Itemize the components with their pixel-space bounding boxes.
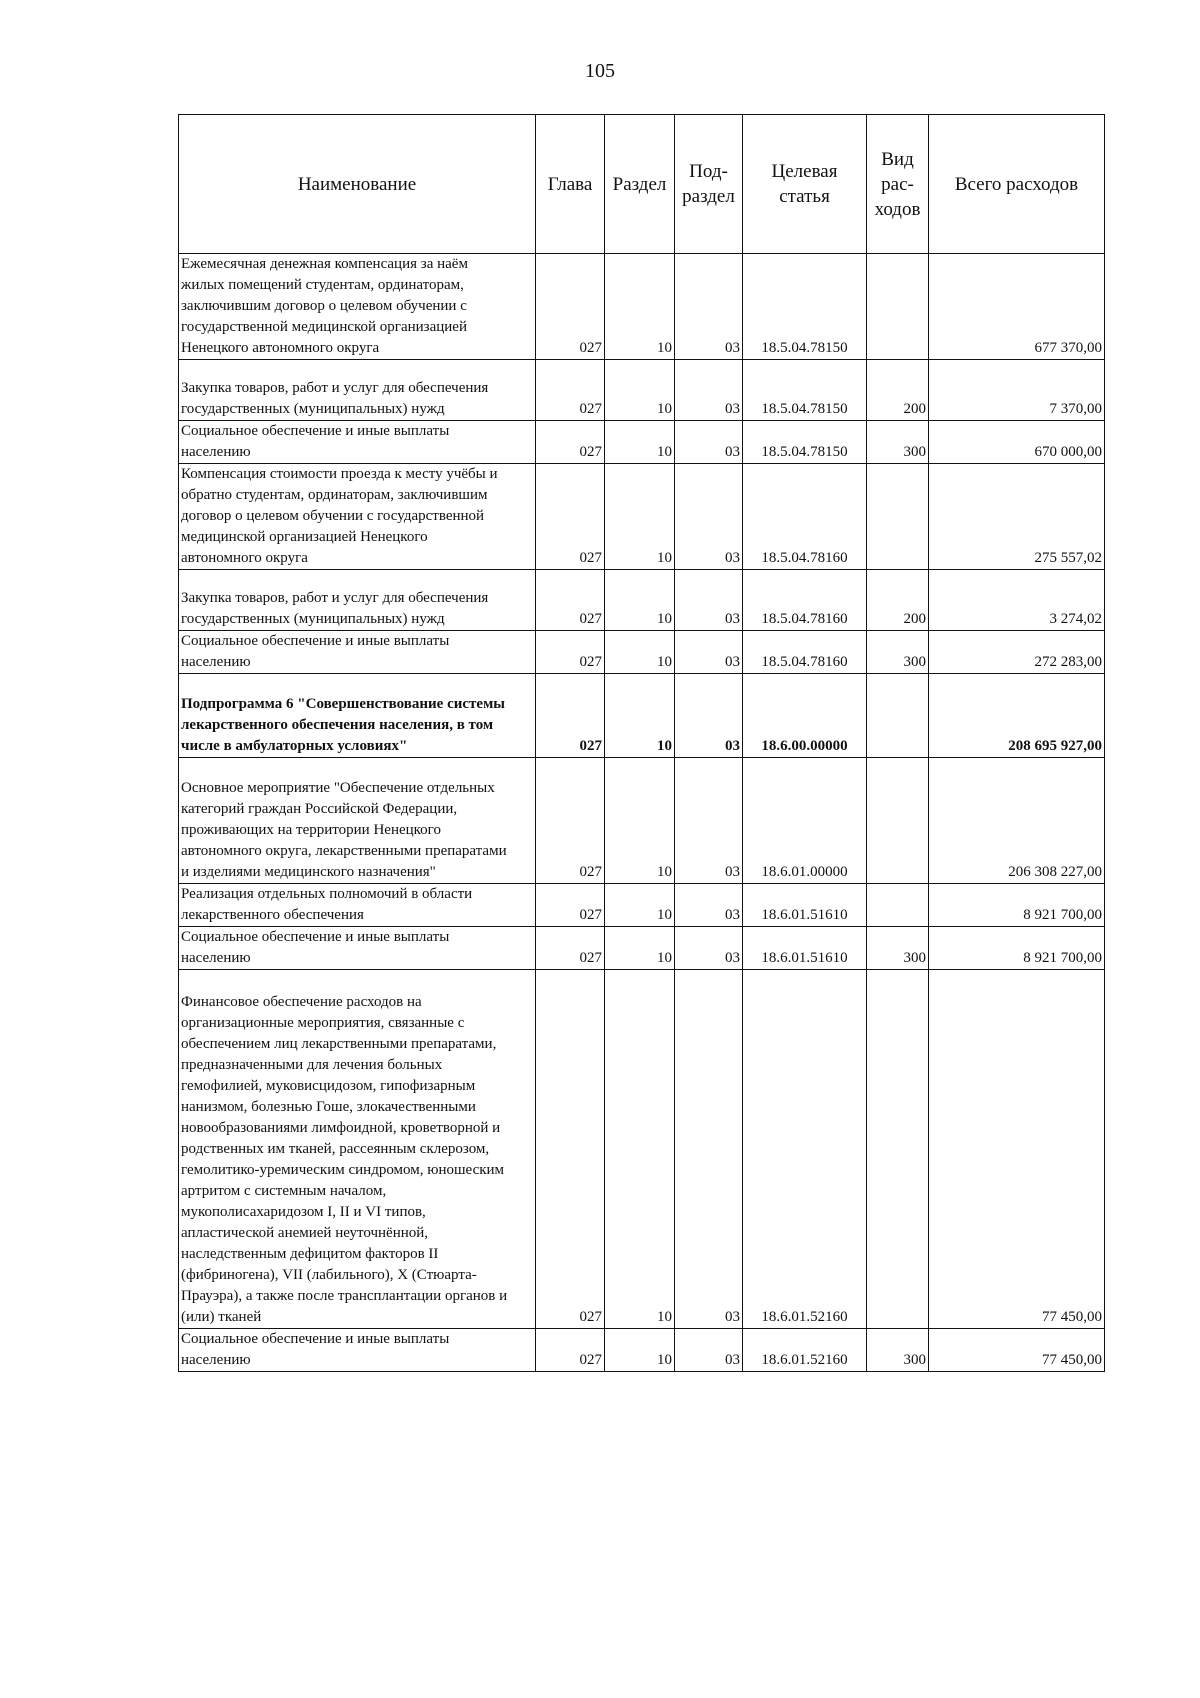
cell-name-line: Прауэра), а также после трансплантации органов и [181, 1288, 508, 1304]
cell-type: 300 [867, 927, 929, 970]
cell-name-line: и изделиями медицинского назначения" [181, 864, 436, 880]
cell-name-line: Ежемесячная денежная компенсация за наём [181, 256, 468, 272]
cell-name-line: апластической анемией неуточнённой, [181, 1225, 429, 1241]
table-row [179, 464, 1105, 570]
cell-chapter: 027 [536, 1329, 605, 1372]
cell-name-line: Компенсация стоимости проезда к месту учёбы и [181, 466, 498, 482]
cell-type: 300 [867, 421, 929, 464]
cell-name-line: Социальное обеспечение и иные выплаты [181, 423, 450, 439]
header-total: Всего расходов [929, 115, 1105, 254]
cell-target: 18.5.04.78150 [743, 421, 867, 464]
cell-name-line: проживающих на территории Ненецкого [181, 822, 441, 838]
budget-table [178, 114, 1105, 1372]
cell-name-line: заключившим договор о целевом обучении с [181, 298, 467, 314]
header-name: Наименование [179, 115, 536, 254]
cell-name-line: категорий граждан Российской Федерации, [181, 801, 458, 817]
cell-name-line: предназначенными для лечения больных [181, 1057, 443, 1073]
cell-name-line: наследственным дефицитом факторов II [181, 1246, 439, 1262]
cell-name [179, 884, 536, 927]
cell-name [179, 1329, 536, 1372]
cell-type [867, 254, 929, 360]
table-header-row [179, 115, 1105, 254]
cell-section: 10 [605, 360, 675, 421]
cell-name-line: населению [181, 950, 251, 966]
cell-chapter: 027 [536, 927, 605, 970]
cell-name [179, 464, 536, 570]
cell-chapter: 027 [536, 464, 605, 570]
cell-name-line: новообразованиями лимфоидной, кроветворной и [181, 1120, 501, 1136]
cell-type: 300 [867, 631, 929, 674]
cell-name-line: Социальное обеспечение и иные выплаты [181, 633, 450, 649]
cell-section: 10 [605, 464, 675, 570]
cell-name-line: Подпрограмма 6 "Совершенствование системы [181, 696, 506, 712]
cell-name-line: Закупка товаров, работ и услуг для обеспечения [181, 590, 489, 606]
cell-name-line: лекарственного обеспечения [181, 907, 364, 923]
cell-name-line: Финансовое обеспечение расходов на [181, 994, 422, 1010]
cell-total: 670 000,00 [929, 421, 1105, 464]
cell-target: 18.6.01.51610 [743, 927, 867, 970]
table-row [179, 674, 1105, 758]
cell-target: 18.5.04.78160 [743, 570, 867, 631]
cell-total: 7 370,00 [929, 360, 1105, 421]
cell-name [179, 758, 536, 884]
cell-type [867, 970, 929, 1329]
cell-type: 200 [867, 360, 929, 421]
cell-type [867, 464, 929, 570]
cell-section: 10 [605, 570, 675, 631]
cell-target: 18.5.04.78150 [743, 254, 867, 360]
cell-type [867, 674, 929, 758]
cell-name-line: населению [181, 444, 251, 460]
cell-name-line: медицинской организацией Ненецкого [181, 529, 428, 545]
cell-type [867, 758, 929, 884]
cell-subsection: 03 [675, 631, 743, 674]
cell-name-line: лекарственного обеспечения населения, в том [181, 717, 494, 733]
header-type: Вид рас- ходов [867, 115, 929, 254]
cell-total: 8 921 700,00 [929, 927, 1105, 970]
cell-name-line: населению [181, 1352, 251, 1368]
cell-target: 18.5.04.78160 [743, 464, 867, 570]
table-body [179, 254, 1105, 1372]
cell-total: 272 283,00 [929, 631, 1105, 674]
cell-target: 18.5.04.78150 [743, 360, 867, 421]
table-row [179, 254, 1105, 360]
cell-target: 18.6.01.00000 [743, 758, 867, 884]
cell-name-line: организационные мероприятия, связанные с [181, 1015, 465, 1031]
table-row [179, 570, 1105, 631]
cell-name [179, 570, 536, 631]
cell-name-line: Социальное обеспечение и иные выплаты [181, 1331, 450, 1347]
cell-name-line: артритом с системным началом, [181, 1183, 387, 1199]
table-row [179, 360, 1105, 421]
cell-name-line: населению [181, 654, 251, 670]
cell-subsection: 03 [675, 1329, 743, 1372]
cell-name-line: Основное мероприятие "Обеспечение отдельных [181, 780, 495, 796]
cell-section: 10 [605, 927, 675, 970]
cell-name-line: гемолитико-уремическим синдромом, юношеским [181, 1162, 505, 1178]
table-row [179, 758, 1105, 884]
cell-section: 10 [605, 674, 675, 758]
cell-name-line: числе в амбулаторных условиях" [181, 738, 408, 754]
cell-type: 200 [867, 570, 929, 631]
cell-subsection: 03 [675, 570, 743, 631]
cell-section: 10 [605, 254, 675, 360]
cell-name-line: автономного округа, лекарственными препаратами [181, 843, 507, 859]
cell-name-line: автономного округа [181, 550, 308, 566]
cell-name [179, 360, 536, 421]
cell-chapter: 027 [536, 570, 605, 631]
cell-name [179, 421, 536, 464]
cell-name-line: государственной медицинской организацией [181, 319, 467, 335]
cell-target: 18.5.04.78160 [743, 631, 867, 674]
cell-total: 206 308 227,00 [929, 758, 1105, 884]
table-row [179, 631, 1105, 674]
cell-total: 677 370,00 [929, 254, 1105, 360]
cell-subsection: 03 [675, 758, 743, 884]
cell-name-line: жилых помещений студентам, ординаторам, [181, 277, 464, 293]
cell-type [867, 884, 929, 927]
table-row [179, 884, 1105, 927]
header-chapter: Глава [536, 115, 605, 254]
cell-name-line: Реализация отдельных полномочий в области [181, 886, 473, 902]
cell-subsection: 03 [675, 360, 743, 421]
page-number: 105 [585, 60, 615, 82]
cell-subsection: 03 [675, 884, 743, 927]
cell-target: 18.6.01.52160 [743, 1329, 867, 1372]
cell-total: 275 557,02 [929, 464, 1105, 570]
cell-name-line: нанизмом, болезнью Гоше, злокачественными [181, 1099, 476, 1115]
cell-name [179, 631, 536, 674]
cell-section: 10 [605, 758, 675, 884]
cell-chapter: 027 [536, 884, 605, 927]
header-subsection: Под- раздел [675, 115, 743, 254]
cell-name-line: (фибриногена), VII (лабильного), X (Стюарта- [181, 1267, 477, 1283]
cell-name-line: обратно студентам, ординаторам, заключившим [181, 487, 488, 503]
cell-name-line: гемофилией, муковисцидозом, гипофизарным [181, 1078, 476, 1094]
cell-target: 18.6.00.00000 [743, 674, 867, 758]
cell-section: 10 [605, 970, 675, 1329]
table-row [179, 1329, 1105, 1372]
cell-total: 77 450,00 [929, 970, 1105, 1329]
cell-name [179, 927, 536, 970]
cell-name-line: обеспечением лиц лекарственными препаратами, [181, 1036, 497, 1052]
table-row [179, 970, 1105, 1329]
cell-name-line: родственных им тканей, рассеянным склерозом, [181, 1141, 490, 1157]
cell-chapter: 027 [536, 254, 605, 360]
cell-chapter: 027 [536, 631, 605, 674]
cell-chapter: 027 [536, 674, 605, 758]
table-row [179, 421, 1105, 464]
cell-total: 208 695 927,00 [929, 674, 1105, 758]
table-row [179, 927, 1105, 970]
cell-name [179, 254, 536, 360]
cell-chapter: 027 [536, 970, 605, 1329]
cell-section: 10 [605, 1329, 675, 1372]
cell-name-line: мукополисахаридозом I, II и VI типов, [181, 1204, 426, 1220]
cell-chapter: 027 [536, 758, 605, 884]
cell-target: 18.6.01.51610 [743, 884, 867, 927]
cell-name [179, 970, 536, 1329]
cell-total: 3 274,02 [929, 570, 1105, 631]
cell-subsection: 03 [675, 674, 743, 758]
cell-name-line: государственных (муниципальных) нужд [181, 611, 445, 627]
cell-chapter: 027 [536, 421, 605, 464]
cell-name-line: Ненецкого автономного округа [181, 340, 380, 356]
header-target: Целевая статья [743, 115, 867, 254]
cell-section: 10 [605, 631, 675, 674]
cell-section: 10 [605, 884, 675, 927]
cell-subsection: 03 [675, 464, 743, 570]
cell-chapter: 027 [536, 360, 605, 421]
cell-subsection: 03 [675, 254, 743, 360]
cell-total: 8 921 700,00 [929, 884, 1105, 927]
cell-subsection: 03 [675, 421, 743, 464]
cell-name-line: Социальное обеспечение и иные выплаты [181, 929, 450, 945]
cell-subsection: 03 [675, 970, 743, 1329]
cell-name-line: государственных (муниципальных) нужд [181, 401, 445, 417]
cell-type: 300 [867, 1329, 929, 1372]
cell-name-line: договор о целевом обучении с государственной [181, 508, 485, 524]
cell-section: 10 [605, 421, 675, 464]
cell-name-line: (или) тканей [181, 1309, 262, 1325]
cell-total: 77 450,00 [929, 1329, 1105, 1372]
cell-target: 18.6.01.52160 [743, 970, 867, 1329]
cell-name [179, 674, 536, 758]
header-section: Раздел [605, 115, 675, 254]
cell-name-line: Закупка товаров, работ и услуг для обеспечения [181, 380, 489, 396]
cell-subsection: 03 [675, 927, 743, 970]
